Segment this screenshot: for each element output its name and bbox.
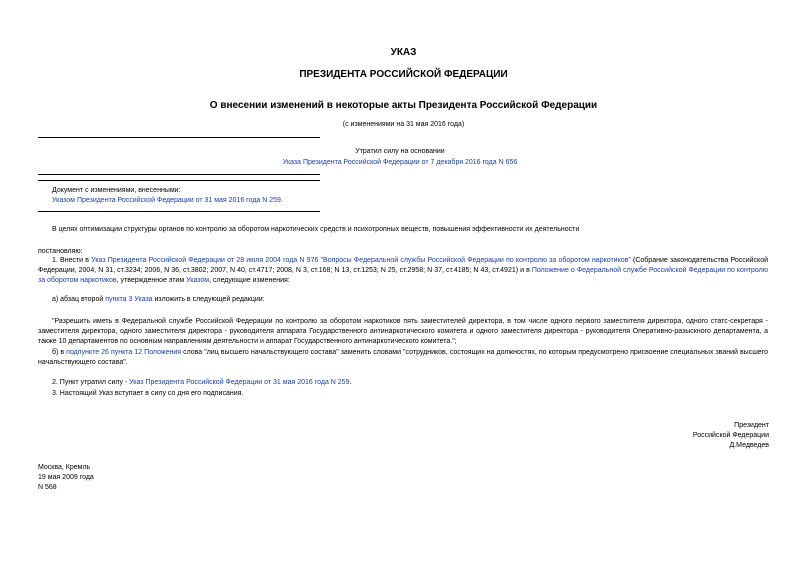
preamble: В целях оптимизации структуры органов по контролю за оборотом наркотических средств и психотропных веществ, повышения эффективности их деятельности [52,226,580,233]
signature-name: Д.Медведев [729,442,769,449]
divider [38,174,320,175]
link-subpoint-26[interactable]: подпункте 26 пункта 12 Положения [66,349,182,356]
changes-label: Документ с изменениями, внесенными: [52,187,181,194]
footer-place: Москва, Кремль [38,464,91,471]
document-heading: О внесении изменений в некоторые акты Президента Российской Федерации [209,100,598,111]
signature-block [693,421,769,451]
paragraph-a: а) абзац второй пункта 3 Указа изложить в следующей редакции: [52,296,265,303]
revision-note: (с изменениями на 31 мая 2016 года) [342,121,465,128]
divider [38,137,320,138]
paragraph-1: 1. Внести в Указ Президента Российской Федерации от 28 июля 2004 года N 976 "Вопросы Федеральной службы Российской Федерации по контролю за оборотом наркотиков" (Собрание законодательства Российской Федерации, 2004, N 31, ст.3234; 2006, N 36, ст.3802; 2007, N 40, ст.4717; 2008, N 3, ст.168; N 13, ст.1253; N 25, ст.2958; N 37, ст.4185; N 43, ст.4921) и в Положение о Федеральной службе Российской Федерации по контролю за оборотом наркотиков, утвержденное этим Указом, следующие изменения: [38,257,768,284]
paragraph-2: 2. Пункт утратил силу - Указ Президента Российской Федерации от 31 мая 2016 года N 259. [52,379,352,386]
link-decree-976[interactable]: Указ Президента Российской Федерации от 28 июля 2004 года N 976 "Вопросы Федеральной службы Российской Федерации по контролю за оборотом наркотиков" [91,257,631,264]
link-decree[interactable]: Указом [186,277,210,284]
footer-number: N 568 [38,484,57,491]
paragraph-b: б) в подпункте 26 пункта 12 Положения слова "лиц высшего начальствующего состава" заменить словами "сотрудников, состоящих на должностях, по которым предусмотрено присвоение специальных званий высшего начальствующего состава". [38,349,768,366]
decree-word: постановляю: [38,248,83,255]
link-decree-259[interactable]: Указ Президента Российской Федерации от 31 мая 2016 года N 259 [129,379,350,386]
footer-block [38,463,94,493]
divider [38,180,320,181]
quote-paragraph: "Разрешить иметь в Федеральной службе Российской Федерации по контролю за оборотом наркотиков пять заместителей директора, в том числе одного первого заместителя директора, одного статс-секретаря - заместителя директора, одного заместителя директора - руководителя аппарата Государственного антинаркотического комитета и одного заместителя директора - руководителя Оперативно-разыскного департамента, а также 10 департаментов по основным направлениям деятельности и аппарат Государственного антинаркотического комитета."; [38,318,768,345]
signature-title: Президент [734,422,769,429]
paragraph-3: 3. Настоящий Указ вступает в силу со дня его подписания. [52,390,244,397]
lost-force-link[interactable]: Указа Президента Российской Федерации от 7 декабря 2016 года N 656 [282,159,518,166]
link-point-3[interactable]: пункта 3 Указа [105,296,153,303]
divider [38,211,320,212]
link-regulation[interactable]: Положение о Федеральной службе Российской Федерации по контролю за оборотом наркотиков [38,267,768,284]
footer-date: 19 мая 2009 года [38,474,94,481]
document-subtitle: ПРЕЗИДЕНТА РОССИЙСКОЙ ФЕДЕРАЦИИ [299,69,508,80]
signature-country: Российской Федерации [692,432,769,439]
changes-link[interactable]: Указом Президента Российской Федерации от 31 мая 2016 года N 259 [52,197,281,204]
document-title: УКАЗ [390,47,417,58]
changes-link-line: Указом Президента Российской Федерации от 31 мая 2016 года N 259. [52,197,283,204]
lost-force-label: Утратил силу на основании [355,148,445,155]
